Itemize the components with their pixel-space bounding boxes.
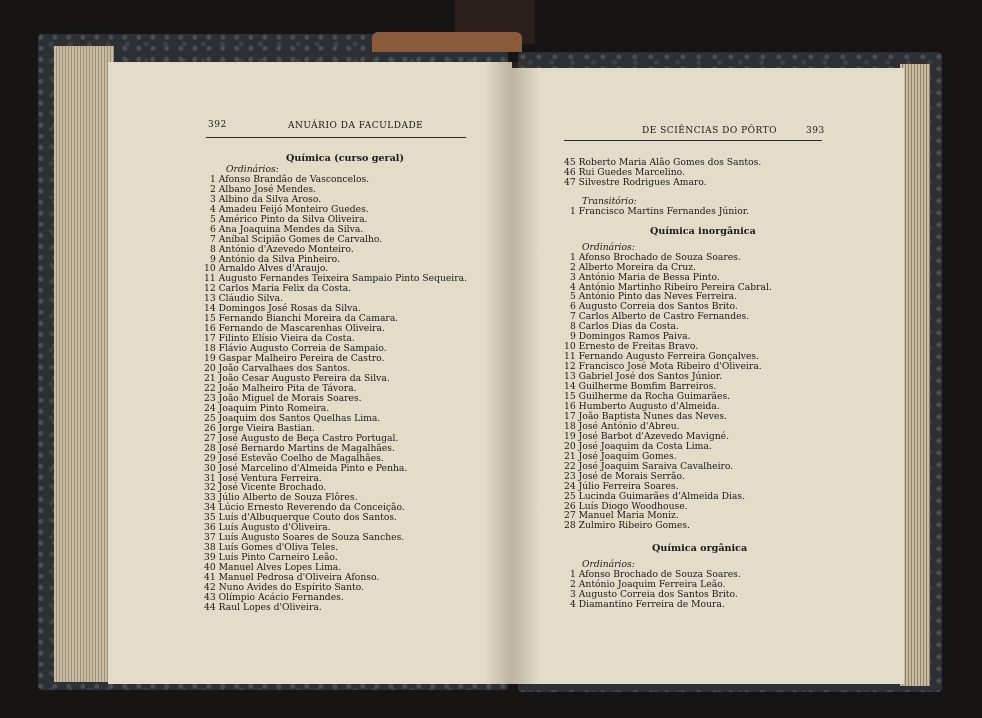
subheading-ordinarios: Ordinários: [226, 163, 279, 175]
subheading-ordinarios-inorganica: Ordinários: [582, 241, 635, 253]
list-item: 8 António d'Azevedo Monteiro. [210, 243, 354, 255]
list-item: 8 Carlos Dias da Costa. [570, 321, 679, 333]
list-item: 1 Afonso Brochado de Souza Soares. [570, 251, 741, 263]
list-item: 23 José de Morais Serrão. [564, 470, 685, 482]
list-item: 27 José Augusto de Beça Castro Portugal. [204, 432, 399, 444]
list-item: 17 João Baptista Nunes das Neves. [564, 410, 727, 422]
list-item: 22 José Joaquim Saraiva Cavalheiro. [564, 460, 734, 472]
list-item: 13 Cláudio Silva. [204, 293, 284, 305]
list-item: 46 Rui Guedes Marcelino. [564, 166, 685, 178]
list-item: 1 Francisco Martins Fernandes Júnior. [570, 205, 750, 217]
list-item: 11 Fernando Augusto Ferreira Gonçalves. [564, 351, 760, 363]
list-item: 43 Olímpio Acácio Fernandes. [204, 591, 344, 603]
list-item: 37 Luís Augusto Soares de Souza Sanches. [204, 532, 405, 544]
list-item: 10 Ernesto de Freitas Bravo. [564, 341, 699, 353]
list-item: 40 Manuel Alves Lopes Lima. [204, 562, 342, 574]
list-item: 26 Luís Diogo Woodhouse. [564, 500, 688, 512]
section-heading-quimica-organica: Química orgânica [652, 543, 748, 555]
list-item: 35 Luís d'Albuquerque Couto dos Santos. [204, 512, 397, 524]
section-heading-quimica-geral: Química (curso geral) [286, 153, 404, 164]
list-item: 42 Nuno Avides do Espírito Santo. [204, 581, 364, 593]
list-item: 21 José Joaquim Gomes. [564, 450, 677, 462]
list-item: 12 Carlos Maria Felix da Costa. [204, 283, 352, 295]
right-page-number: 393 [806, 126, 825, 136]
list-item: 20 José Joaquim da Costa Lima. [564, 440, 712, 452]
list-item: 17 Filinto Elísio Vieira da Costa. [204, 333, 355, 345]
list-item: 1 Afonso Brochado de Souza Soares. [570, 569, 741, 581]
list-item: 4 Diamantino Ferreira de Moura. [570, 599, 725, 611]
left-column [204, 154, 467, 613]
subheading-transitorio: Transitório: [582, 195, 637, 207]
list-item: 2 Alberto Moreira da Cruz. [570, 261, 697, 273]
right-page-edges [900, 64, 930, 686]
list-item: 14 Guilherme Bomfim Barreiros. [564, 381, 717, 393]
continuation-list [564, 158, 772, 188]
list-item: 12 Francisco José Mota Ribeiro d'Oliveira. [564, 361, 762, 373]
inorganica-list [564, 253, 772, 532]
list-item: 41 Manuel Pedrosa d'Oliveira Afonso. [204, 572, 380, 584]
list-item: 9 António da Silva Pinheiro. [210, 253, 340, 265]
right-header-rule [564, 140, 822, 141]
spine-tab [372, 32, 522, 52]
left-page [108, 62, 512, 684]
list-item: 3 Augusto Correia dos Santos Brito. [570, 589, 738, 601]
subheading-ordinarios-organica: Ordinários: [582, 559, 635, 571]
list-item: 19 Gaspar Malheiro Pereira de Castro. [204, 353, 385, 365]
list-item: 20 João Carvalhaes dos Santos. [204, 363, 351, 375]
transitorio-list [564, 207, 772, 217]
list-item: 27 Manuel Maria Moniz. [564, 510, 679, 522]
list-item: 44 Raul Lopes d'Oliveira. [204, 601, 322, 613]
list-item: 7 Aníbal Scipião Gomes de Carvalho. [210, 233, 383, 245]
list-item: 47 Silvestre Rodrigues Amaro. [564, 176, 707, 188]
list-item: 3 António Maria de Bessa Pinto. [570, 271, 720, 283]
organica-list [564, 570, 772, 610]
list-item: 19 José Barbot d'Azevedo Mavigné. [564, 430, 729, 442]
list-item: 3 Albino da Silva Aroso. [210, 193, 322, 205]
list-item: 25 Joaquim dos Santos Quelhas Lima. [204, 412, 381, 424]
list-item: 4 Amadeu Feijó Monteiro Guedes. [210, 203, 369, 215]
left-page-edges [54, 46, 114, 682]
list-item: 34 Lúcio Ernesto Reverendo da Conceição. [204, 502, 405, 514]
list-item: 2 António Joaquim Ferreira Leão. [570, 579, 726, 591]
list-item: 29 José Estevão Coelho de Magalhães. [204, 452, 384, 464]
list-item: 6 Ana Joaquina Mendes da Silva. [210, 223, 364, 235]
list-item: 1 Afonso Brandão de Vasconcelos. [210, 173, 370, 185]
list-item: 14 Domingos José Rosas da Silva. [204, 303, 361, 315]
list-item: 26 Jorge Vieira Bastian. [204, 422, 315, 434]
list-item: 38 Luís Gomes d'Oliva Teles. [204, 542, 339, 554]
list-item: 24 Joaquim Pinto Romeira. [204, 402, 330, 414]
list-item: 15 Guilherme da Rocha Guimarães. [564, 391, 731, 403]
right-page [512, 68, 904, 684]
list-item: 28 José Bernardo Martins de Magalhães. [204, 442, 395, 454]
list-item: 21 João Cesar Augusto Pereira da Silva. [204, 372, 390, 384]
list-item: 10 Arnaldo Alves d'Araujo. [204, 263, 329, 275]
section-heading-quimica-inorganica: Química inorgânica [650, 225, 756, 237]
list-item: 13 Gabriel José dos Santos Júnior. [564, 371, 723, 383]
list-item: 6 Augusto Correia dos Santos Brito. [570, 301, 738, 313]
list-item: 25 Lucinda Guimarães d'Almeida Dias. [564, 490, 746, 502]
list-item: 7 Carlos Alberto de Castro Fernandes. [570, 311, 750, 323]
left-page-number: 392 [208, 120, 227, 130]
list-item: 33 Júlio Alberto de Souza Flôres. [204, 492, 358, 504]
list-item: 32 José Vicente Brochado. [204, 482, 327, 494]
list-item: 15 Fernando Bianchi Moreira da Camara. [204, 313, 399, 325]
left-header-rule [206, 137, 466, 138]
left-entry-list [204, 175, 467, 613]
list-item: 4 António Martinho Ribeiro Pereira Cabral. [570, 281, 772, 293]
list-item: 30 José Marcelino d'Almeida Pinto e Penha. [204, 462, 408, 474]
list-item: 16 Humberto Augusto d'Almeida. [564, 400, 720, 412]
list-item: 11 Augusto Fernandes Teixeira Sampaio Pinto Sequeira. [204, 273, 468, 285]
list-item: 36 Luís Augusto d'Oliveira. [204, 522, 331, 534]
list-item: 31 José Ventura Ferreira. [204, 472, 322, 484]
list-item: 2 Albano José Mendes. [210, 183, 317, 195]
list-item: 45 Roberto Maria Alão Gomes dos Santos. [564, 157, 762, 168]
list-item: 22 João Malheiro Pita de Távora. [204, 382, 357, 394]
list-item: 16 Fernando de Mascarenhas Oliveira. [204, 323, 385, 335]
list-item: 39 Luís Pinto Carneiro Leão. [204, 552, 338, 564]
list-item: 9 Domingos Ramos Paiva. [570, 331, 691, 343]
list-item: 24 Júlio Ferreira Soares. [564, 480, 679, 492]
list-item: 5 António Pinto das Neves Ferreira. [570, 291, 738, 303]
left-running-title: ANUÁRIO DA FACULDADE [288, 121, 424, 131]
list-item: 5 Américo Pinto da Silva Oliveira. [210, 213, 368, 225]
list-item: 18 Flávio Augusto Correia de Sampaio. [204, 343, 387, 355]
list-item: 28 Zulmiro Ribeiro Gomes. [564, 520, 690, 532]
list-item: 18 José António d'Abreu. [564, 420, 680, 432]
list-item: 23 João Miguel de Morais Soares. [204, 392, 362, 404]
right-running-title: DE SCIÊNCIAS DO PÔRTO [642, 126, 778, 136]
right-column [564, 158, 772, 610]
